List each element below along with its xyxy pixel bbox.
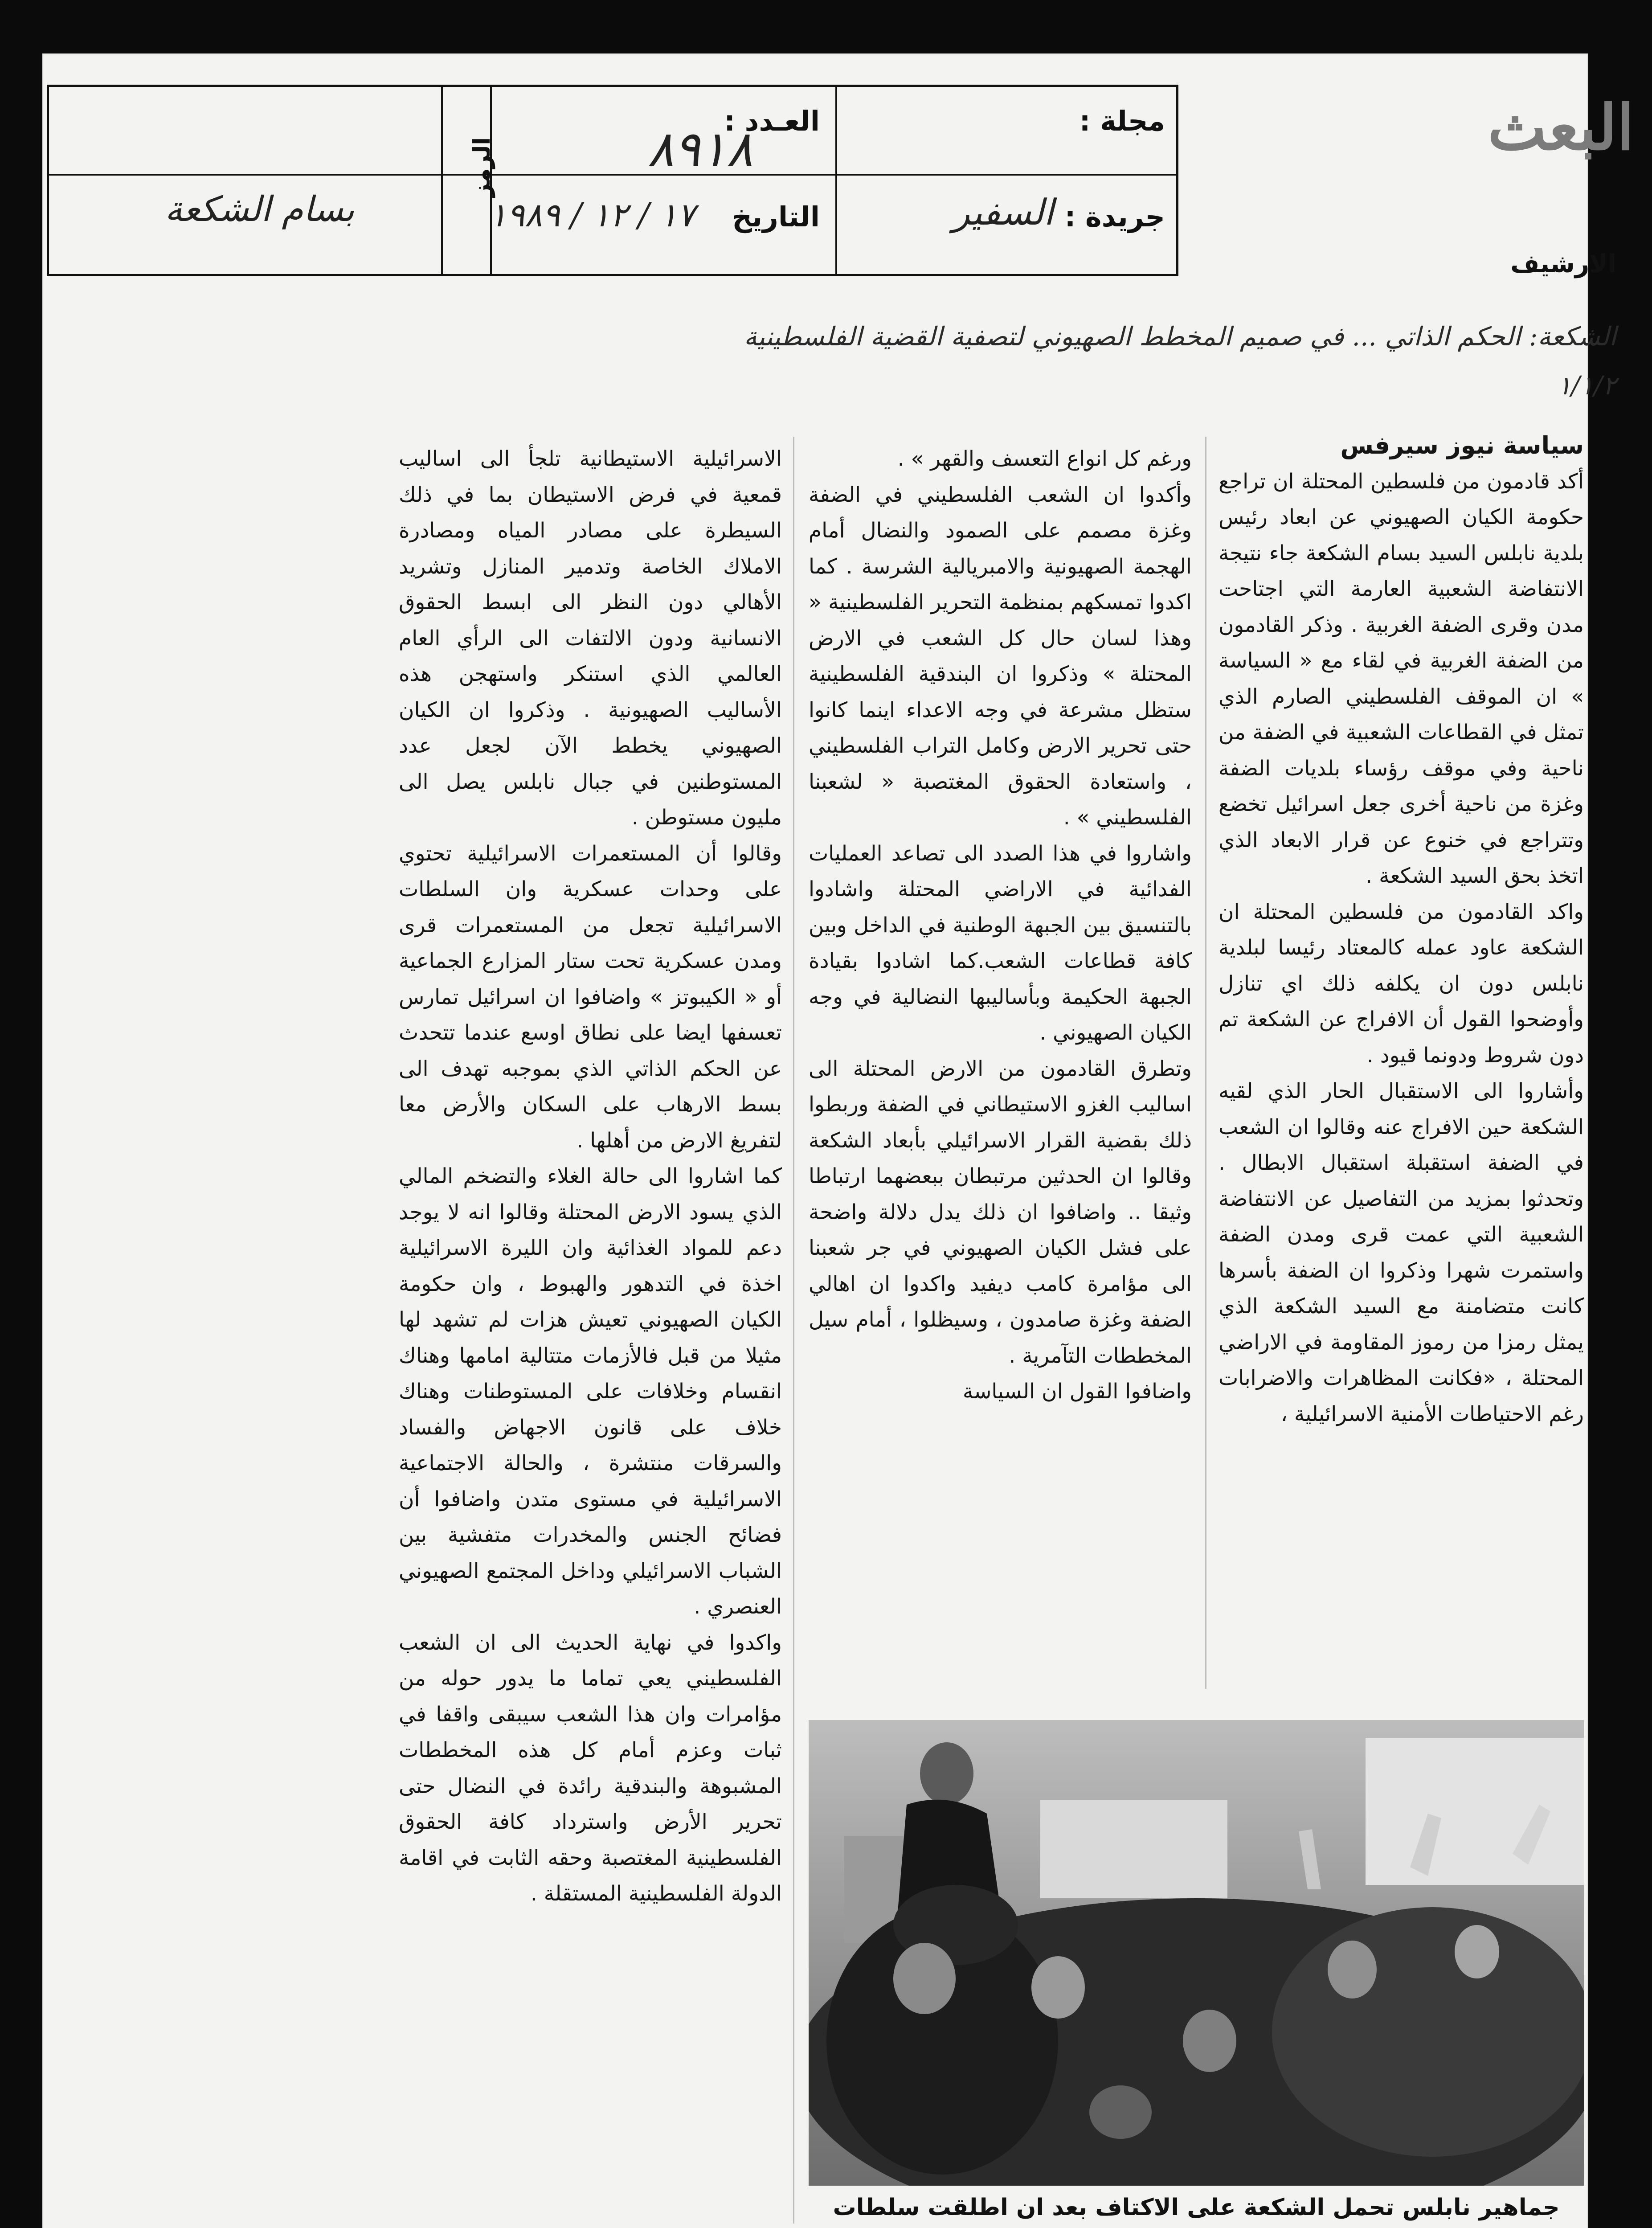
archive-form xyxy=(47,85,1178,276)
newspaper-label: جريدة : xyxy=(1064,201,1165,233)
column-divider xyxy=(793,437,794,2224)
date-label: التاريخ xyxy=(732,201,820,233)
paragraph: الاسرائيلية الاستيطانية تلجأ الى اساليب قمعية في فرض الاستيطان بما في ذلك السيطرة على مصادر المياه ومصادرة الاملاك الخاصة وتدمير المنازل وتشريد الأهالي دون النظر الى ابسط الحقوق الانسانية ودون الالتفات الى الرأي العام العالمي الذي استنكر واستهجن هذه الأساليب الصهيونية . وذكروا ان الكيان الصهيوني يخطط الآن لجعل عدد المستوطنين في جبال نابلس يصل الى مليون مستوطن . xyxy=(399,446,782,830)
paragraph: وأشاروا الى الاستقبال الحار الذي لقيه الشكعة حين الافراج عنه وقالوا ان الشعب في الضفة استقبلة استقبال الابطال . وتحدثوا بمزيد من التفاصيل عن الانتفاضة الشعبية التي عمت قرى ومدن الضفة واستمرت شهرا وذكروا ان الضفة بأسرها كانت متضامنة مع السيد الشكعة الذي يمثل رمزا من رموز المقاومة في الاراضي المحتلة ، «فكانت المظاهرات والاضرابات رغم الاحتياطات الأمنية الاسرائيلية ، xyxy=(1219,1079,1584,1426)
form-col-divider xyxy=(441,87,443,274)
handwritten-subtitle: ١/١/٢ xyxy=(1557,370,1616,401)
article-column-1 xyxy=(1219,428,1584,1432)
newspaper-logo: البعث xyxy=(1488,91,1634,164)
paragraph: أكد قادمون من فلسطين المحتلة ان تراجع حكومة الكيان الصهيوني عن ابعاد رئيس بلدية نابلس السيد بسام الشكعة جاء نتيجة الانتفاضة الشعبية العارمة التي اجتاحت مدن وقرى الضفة الغربية . وذكر القادمون من الضفة الغربية في لقاء مع « السياسة » ان الموقف الفلسطيني الصارم الذي تمثل في القطاعات الشعبية في الضفة من ناحية وفي موقف رؤساء بلديات الضفة وغزة من ناحية أخرى جعل اسرائيل تخضع وتتراجع في خنوع عن قرار الابعاد الذي اتخذ بحق السيد الشكعة . xyxy=(1219,469,1584,888)
paragraph: وقالوا أن المستعمرات الاسرائيلية تحتوي على وحدات عسكرية وان السلطات الاسرائيلية تجعل من المستعمرات قرى ومدن عسكرية تحت ستار المزارع الجماعية أو « الكيبوتز » واضافوا ان اسرائيل تمارس تعسفها ايضا على نطاق اوسع عندما تتحدث عن الحكم الذاتي الذي بموجبه تهدف الى بسط الارهاب على السكان والأرض معا لتفريغ الارض من أهلها . xyxy=(399,841,782,1153)
form-row-divider xyxy=(49,174,1176,176)
paragraph: واكدوا في نهاية الحديث الى ان الشعب الفلسطيني يعي تماما ما يدور حوله من مؤامرات وان هذا الشعب سيبقى واقفا في ثبات وعزم أمام كل هذه المخططات المشبوهة والبندقية رائدة في النضال حتى تحرير الأرض واسترداد كافة الحقوق الفلسطينية المغتصبة وحقه الثابت في اقامة الدولة الفلسطينية المستقلة . xyxy=(399,1630,782,1906)
code-label: الرمز xyxy=(469,137,496,197)
handwritten-title xyxy=(168,312,1616,410)
issue-label: العـدد : xyxy=(724,105,820,137)
article-column-2 xyxy=(809,441,1192,1410)
magazine-label: مجلة : xyxy=(1079,105,1165,137)
form-col-divider xyxy=(835,87,837,274)
paragraph: واكد القادمون من فلسطين المحتلة ان الشكعة عاود عمله كالمعتاد رئيسا لبلدية نابلس دون ان يكلفه ذلك اي تنازل وأوضحوا القول أن الافراج عن الشكعة تم دون شروط ودونما قيود . xyxy=(1219,899,1584,1068)
paragraph: وأكدوا ان الشعب الفلسطيني في الضفة وغزة مصمم على الصمود والنضال أمام الهجمة الصهيونية والامبريالية الشرسة . كما اكدوا تمسكهم بمنظمة التحرير الفلسطينية « وهذا لسان حال كل الشعب في الارض المحتلة » وذكروا ان البندقية الفلسطينية ستظل مشرعة في وجه الاعداء اينما كانوا حتى تحرير الارض وكامل التراب الفلسطيني ، واستعادة الحقوق المغتصبة « لشعبنا الفلسطيني » . xyxy=(809,482,1192,830)
source-heading: سياسة نيوز سيرفس xyxy=(1340,431,1584,459)
archive-label: الارشيف xyxy=(1510,250,1616,278)
column-divider xyxy=(1205,437,1206,1689)
paragraph: كما اشاروا الى حالة الغلاء والتضخم المالي الذي يسود الارض المحتلة وقالوا انه لا يوجد دعم للمواد الغذائية وان الليرة الاسرائيلية اخذة في التدهور والهبوط ، وان حكومة الكيان الصهيوني تعيش هزات لم تشهد لها مثيلا من قبل فالأزمات متتالية امامها وهناك انقسام وخلافات على المستوطنات وهناك خلاف على قانون الاجهاض والفساد والسرقات منتشرة ، والحالة الاجتماعية الاسرائيلية في مستوى متدن واضافوا أن فضائح الجنس والمخدرات متفشية بين الشباب الاسرائيلي وداخل المجتمع الصهيوني العنصري . xyxy=(399,1164,782,1619)
paragraph: وتطرق القادمون من الارض المحتلة الى اساليب الغزو الاستيطاني في الضفة وربطوا ذلك بقضية القرار الاسرائيلي بأبعاد الشكعة وقالوا ان الحدثين مرتبطان ببعضهما ارتباطا وثيقا .. واضافوا ان ذلك يدل دلالة واضحة على فشل الكيان الصهيوني في جر شعبنا الى مؤامرة كامب ديفيد واكدوا ان اهالي الضفة وغزة صامدون ، وسيظلوا ، أمام سيل المخططات التآمرية . xyxy=(809,1056,1192,1368)
photo-caption: جماهير نابلس تحمل الشكعة على الاكتاف بعد ان اطلقت سلطات xyxy=(833,2194,1560,2221)
crowd-photo-graphic xyxy=(809,1720,1584,2186)
paragraph: واشاروا في هذا الصدد الى تصاعد العمليات الفدائية في الاراضي المحتلة واشادوا بالتنسيق بين الجبهة الوطنية في الداخل وبين كافة قطاعات الشعب.كما اشادوا بقيادة الجبهة الحكيمة وبأساليبها النضالية في وجه الكيان الصهيوني . xyxy=(809,841,1192,1045)
date-value: ١٧ / ١٢ / ١٩٨٩ xyxy=(489,196,695,234)
news-photo xyxy=(809,1720,1584,2186)
issue-value: ٨٩١٨ xyxy=(647,120,753,177)
paragraph: واضافوا القول ان السياسة xyxy=(962,1379,1192,1404)
handwritten-title-line: الشكعة: الحكم الذاتي ... في صميم المخطط الصهيوني لتصفية القضية الفلسطينية xyxy=(744,321,1616,352)
article-column-3 xyxy=(399,441,782,1912)
code-value: بسام الشكعة xyxy=(165,189,355,229)
newspaper-value: السفير xyxy=(953,192,1054,233)
paragraph: ورغم كل انواع التعسف والقهر » . xyxy=(897,446,1192,471)
